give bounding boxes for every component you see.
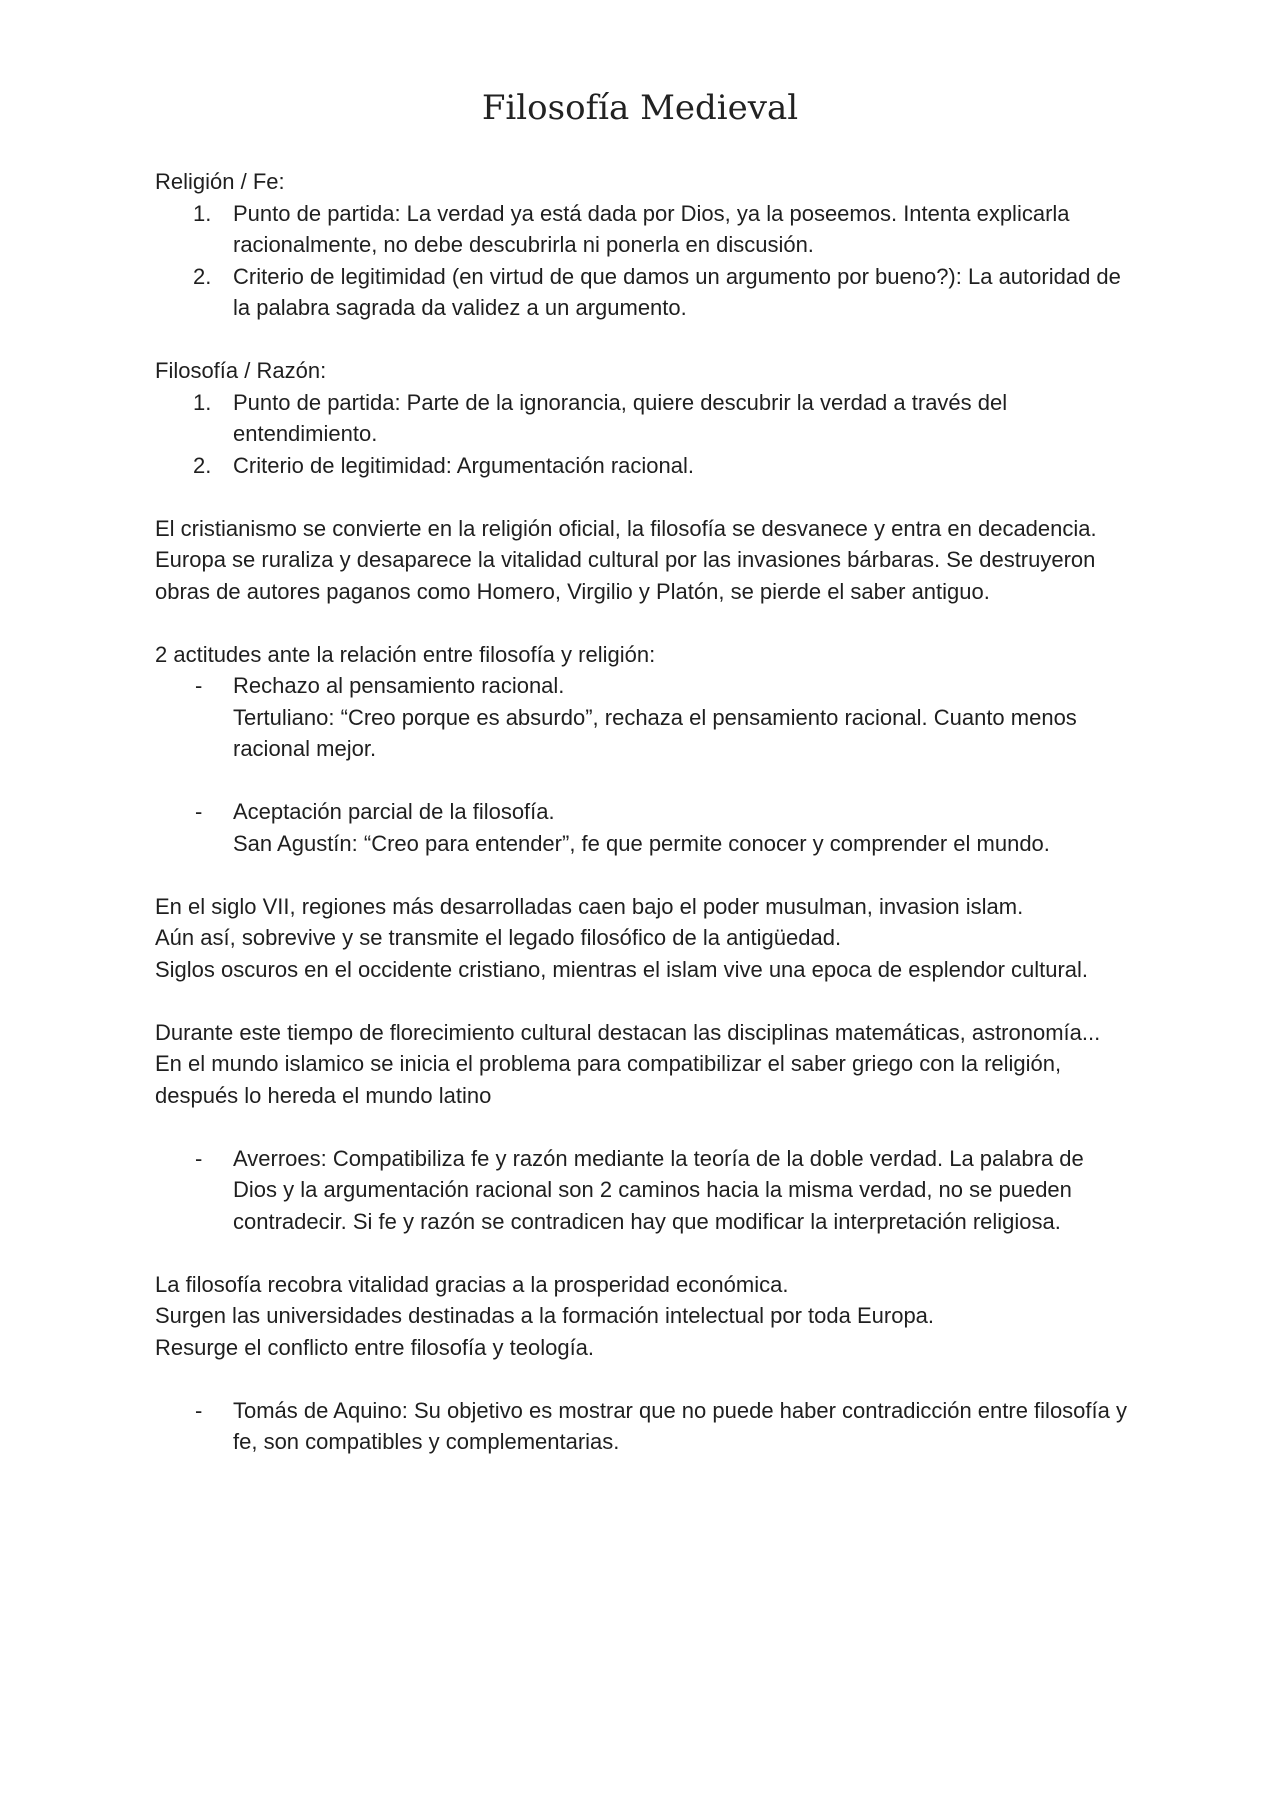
list-item-title: Rechazo al pensamiento racional. — [233, 673, 565, 698]
section-heading-actitudes: 2 actitudes ante la relación entre filosofía y religión: — [155, 641, 656, 667]
list-item — [155, 796, 1130, 859]
list-item-text: Tertuliano: “Creo porque es absurdo”, rechaza el pensamiento racional. Cuanto menos racional mejor. — [233, 704, 1077, 761]
list-item-text: Punto de partida: La verdad ya está dada por Dios, ya la poseemos. Intenta explicarla racionalmente, no debe descubrirla ni ponerla en discusión. — [233, 200, 1070, 257]
list-item-text: Tomás de Aquino: Su objetivo es mostrar que no puede haber contradicción entre filosofía y fe, son compatibles y complementarias. — [233, 1397, 1127, 1454]
page-title: Filosofía Medieval — [481, 88, 799, 128]
list-item — [155, 670, 1130, 765]
list-item-text: Averroes: Compatibiliza fe y razón mediante la teoría de la doble verdad. La palabra de Dios y la argumentación racional son 2 caminos hacia la misma verdad, no se pueden contradecir. Si fe y razón se contradicen hay que modificar la interpretación religiosa. — [233, 1145, 1084, 1234]
list-marker: 2. — [193, 263, 212, 289]
list-marker: 2. — [193, 452, 212, 478]
list-marker: 1. — [193, 200, 212, 226]
paragraph: Surgen las universidades destinadas a la formación intelectual por toda Europa. — [155, 1303, 935, 1328]
list-item-aquino — [155, 1395, 1130, 1458]
list-item-text: Criterio de legitimidad: Argumentación racional. — [233, 452, 695, 478]
list-item-text: Punto de partida: Parte de la ignorancia, quiere descubrir la verdad a través del entendimiento. — [233, 389, 1008, 446]
paragraph: Resurge el conflicto entre filosofía y teología. — [155, 1334, 595, 1360]
list-marker: - — [195, 1145, 203, 1171]
paragraph: La filosofía recobra vitalidad gracias a la prosperidad económica. — [155, 1271, 789, 1297]
paragraph: En el siglo VII, regiones más desarrolladas caen bajo el poder musulman, invasion islam. — [155, 893, 1024, 919]
list-item — [155, 261, 1130, 324]
section-heading-religion: Religión / Fe: — [155, 169, 285, 194]
list-marker: - — [195, 799, 203, 824]
document-body — [155, 166, 1130, 1458]
list-item-title: Aceptación parcial de la filosofía. — [233, 799, 555, 824]
list-marker: - — [195, 673, 203, 698]
list-marker: 1. — [193, 389, 212, 415]
paragraph: Aún así, sobrevive y se transmite el legado filosófico de la antigüedad. — [155, 925, 842, 950]
list-item — [155, 198, 1130, 261]
list-item-text: Criterio de legitimidad (en virtud de que damos un argumento por bueno?): La autoridad de la palabra sagrada da validez a un argumento. — [233, 263, 1121, 320]
list-item-averroes — [155, 1143, 1130, 1238]
paragraph: Durante este tiempo de florecimiento cultural destacan las disciplinas matemáticas, astronomía... — [155, 1019, 1101, 1045]
list-item — [155, 387, 1130, 450]
list-marker: - — [195, 1397, 203, 1423]
paragraph: Siglos oscuros en el occidente cristiano, mientras el islam vive una epoca de esplendor cultural. — [155, 956, 1089, 982]
paragraph: En el mundo islamico se inicia el problema para compatibilizar el saber griego con la religión, después lo hereda el mundo latino — [155, 1051, 1062, 1108]
section-heading-filosofia: Filosofía / Razón: — [155, 358, 327, 383]
list-item — [155, 450, 1130, 482]
paragraph: Europa se ruraliza y desaparece la vitalidad cultural por las invasiones bárbaras. Se destruyeron obras de autores paganos como Homero, Virgilio y Platón, se pierde el saber antiguo. — [155, 547, 1096, 604]
paragraph: El cristianismo se convierte en la religión oficial, la filosofía se desvanece y entra en decadencia. — [155, 515, 1097, 541]
list-item-text: San Agustín: “Creo para entender”, fe que permite conocer y comprender el mundo. — [233, 830, 1050, 856]
